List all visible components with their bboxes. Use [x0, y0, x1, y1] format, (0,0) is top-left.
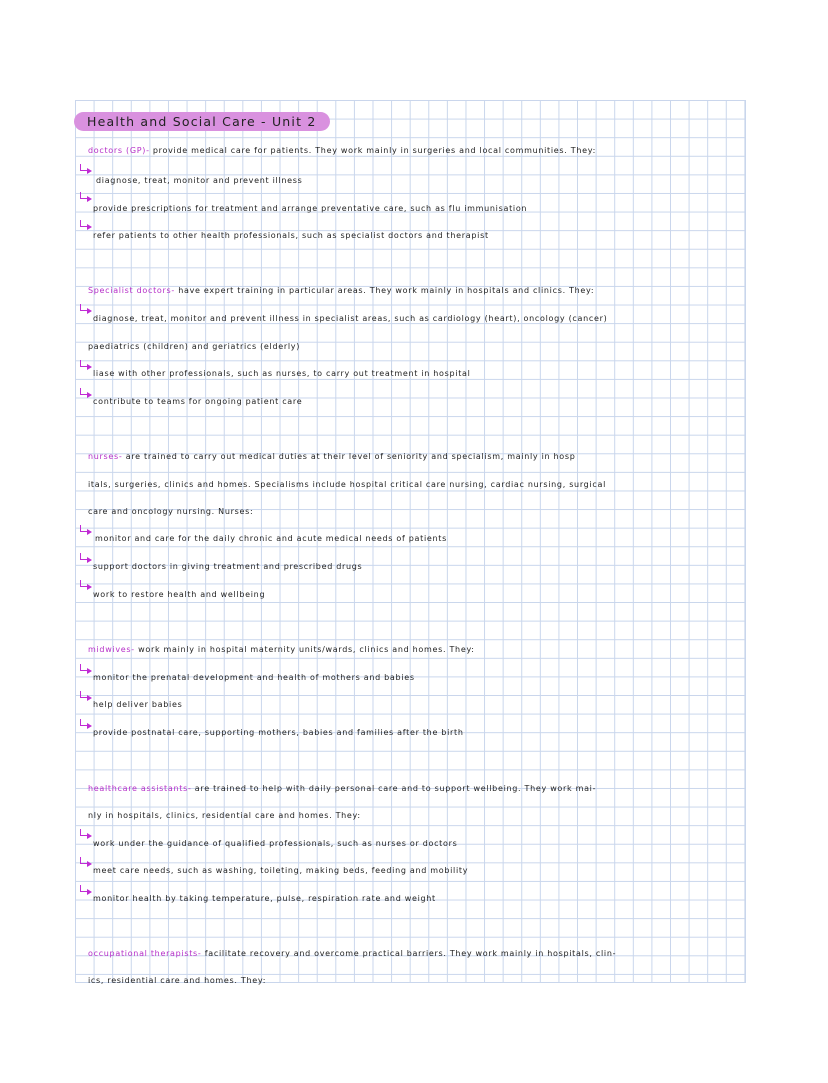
- arrow-icon: [80, 304, 88, 311]
- list-item: monitor health by taking temperature, pulse, respiration rate and weight: [93, 894, 436, 903]
- page-title: Health and Social Care - Unit 2: [87, 114, 317, 129]
- arrow-icon: [80, 220, 88, 227]
- arrow-icon: [80, 664, 88, 671]
- ot-intro-line: [88, 949, 616, 958]
- nurses-intro-line: [88, 452, 576, 461]
- assistants-term: healthcare assistants-: [88, 784, 192, 793]
- arrow-icon: [80, 553, 88, 560]
- list-item: support doctors in giving treatment and prescribed drugs: [93, 562, 363, 571]
- list-item: help deliver babies: [93, 700, 183, 709]
- ot-term: occupational therapists-: [88, 949, 202, 958]
- midwives-intro-line: [88, 645, 475, 654]
- list-item: refer patients to other health professionals, such as specialist doctors and therapist: [93, 231, 489, 240]
- list-item: diagnose, treat, monitor and prevent illness in specialist areas, such as cardiology (heart), oncology (cancer): [93, 314, 608, 323]
- nurses-intro-2: itals, surgeries, clinics and homes. Specialisms include hospital critical care nursing, cardiac nursing, surgical: [88, 480, 606, 489]
- list-item: work to restore health and wellbeing: [93, 590, 266, 599]
- assistants-intro: are trained to help with daily personal care and to support wellbeing. They work mai-: [194, 784, 597, 793]
- gp-intro: provide medical care for patients. They work mainly in surgeries and local communities. They:: [152, 146, 597, 155]
- list-item: meet care needs, such as washing, toileting, making beds, feeding and mobility: [93, 866, 469, 875]
- specialist-intro-line: [88, 286, 594, 295]
- nurses-term: nurses-: [88, 452, 123, 461]
- arrow-icon: [80, 360, 88, 367]
- nurses-intro-3: care and oncology nursing. Nurses:: [88, 507, 254, 516]
- arrow-icon: [80, 580, 88, 587]
- ot-intro-2: ics, residential care and homes. They:: [88, 976, 267, 985]
- arrow-icon: [80, 719, 88, 726]
- gp-term: doctors (GP)-: [88, 146, 150, 155]
- list-item: diagnose, treat, monitor and prevent illness: [96, 176, 303, 185]
- assistants-intro-line: [88, 784, 596, 793]
- arrow-icon: [80, 192, 88, 199]
- list-item: monitor and care for the daily chronic and acute medical needs of patients: [95, 534, 447, 543]
- list-item: liase with other professionals, such as nurses, to carry out treatment in hospital: [93, 369, 471, 378]
- midwives-term: midwives-: [88, 645, 135, 654]
- list-item: provide prescriptions for treatment and arrange preventative care, such as flu immunisation: [93, 204, 528, 213]
- arrow-icon: [80, 829, 88, 836]
- arrow-icon: [80, 388, 88, 395]
- list-item: paediatrics (children) and geriatrics (elderly): [88, 342, 301, 351]
- ot-intro: facilitate recovery and overcome practical barriers. They work mainly in hospitals, clin-: [204, 949, 617, 958]
- list-item: monitor the prenatal development and health of mothers and babies: [93, 673, 415, 682]
- nurses-intro: are trained to carry out medical duties at their level of seniority and specialism, mainly in hosp: [125, 452, 576, 461]
- list-item: provide postnatal care, supporting mothers, babies and families after the birth: [93, 728, 464, 737]
- arrow-icon: [80, 885, 88, 892]
- arrow-icon: [80, 164, 88, 171]
- specialist-term: Specialist doctors-: [88, 286, 175, 295]
- specialist-intro: have expert training in particular areas. They work mainly in hospitals and clinics. They:: [178, 286, 595, 295]
- midwives-intro: work mainly in hospital maternity units/wards, clinics and homes. They:: [138, 645, 475, 654]
- assistants-intro-2: nly in hospitals, clinics, residential care and homes. They:: [88, 811, 361, 820]
- arrow-icon: [80, 857, 88, 864]
- list-item: contribute to teams for ongoing patient care: [93, 397, 303, 406]
- arrow-icon: [80, 525, 88, 532]
- arrow-icon: [80, 691, 88, 698]
- gp-intro-line: [88, 146, 596, 155]
- list-item: work under the guidance of qualified professionals, such as nurses or doctors: [93, 839, 458, 848]
